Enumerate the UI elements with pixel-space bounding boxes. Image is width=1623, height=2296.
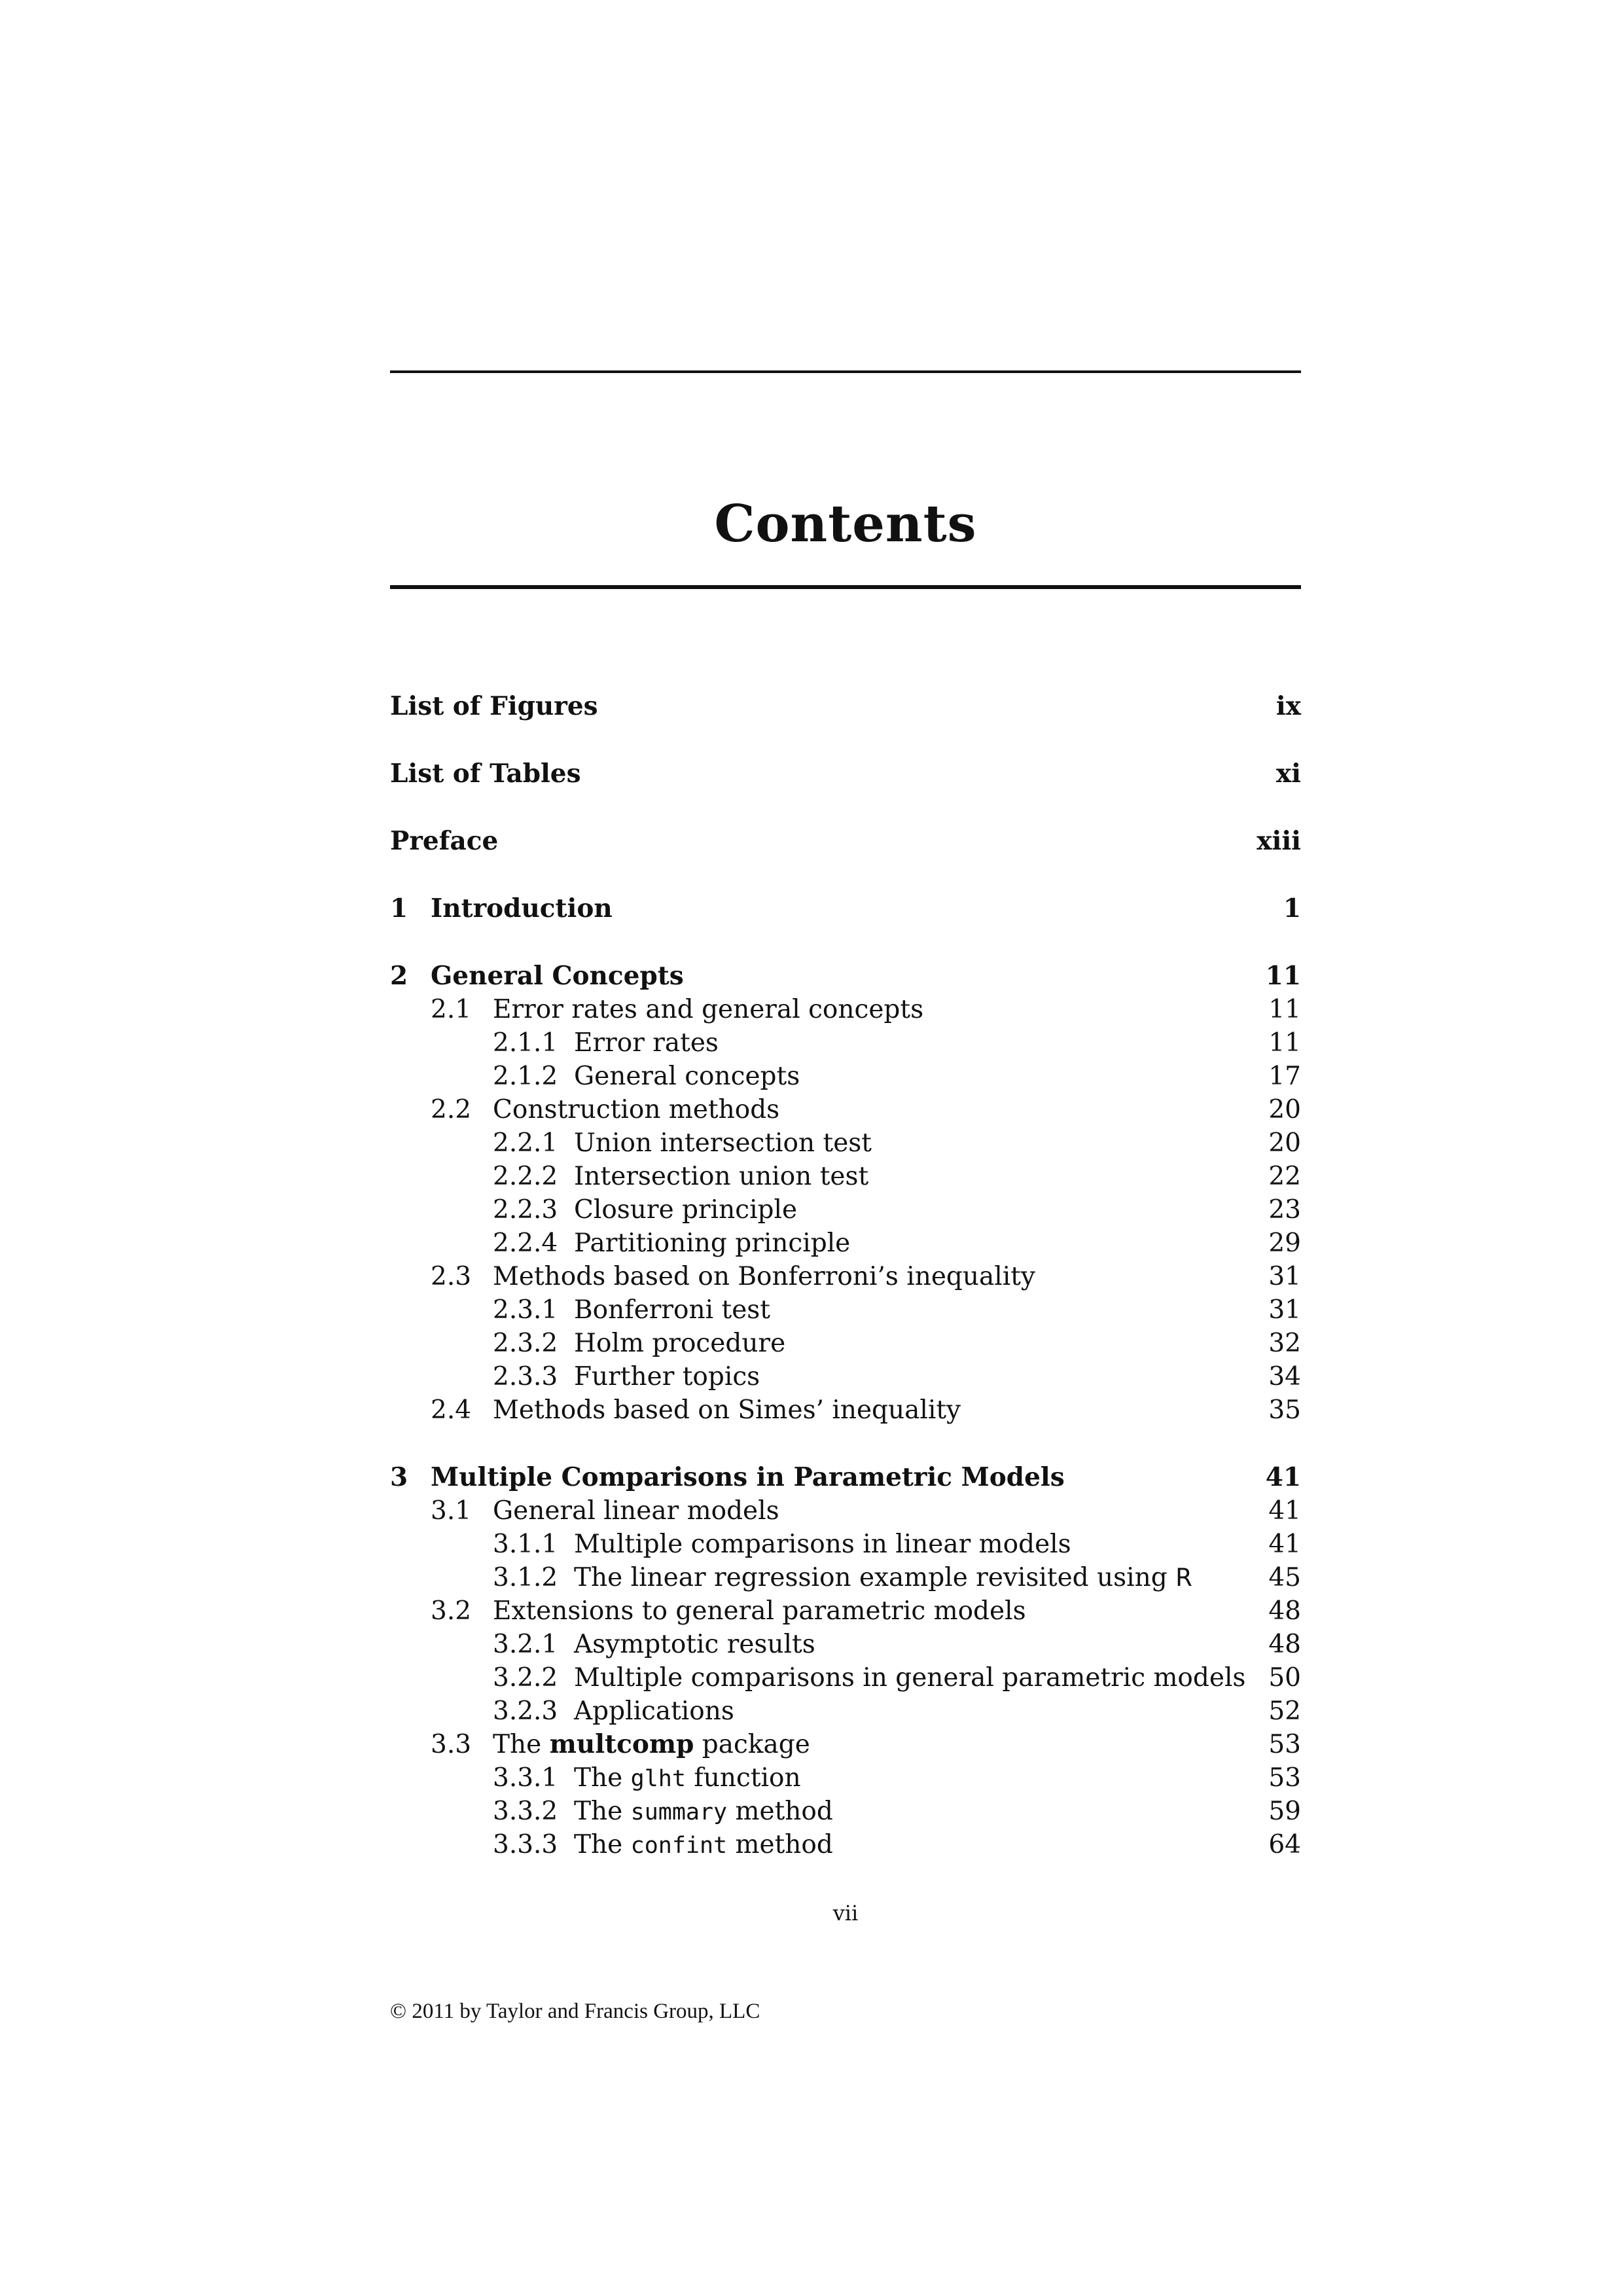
toc-subsection-number: 2.3.2 [493, 1329, 558, 1358]
toc-subsection-2-2-1[interactable] [390, 1126, 1301, 1160]
toc-subsection-label [574, 1795, 833, 1829]
toc-chapter-3[interactable] [390, 1461, 1301, 1494]
toc-subsection-number: 2.2.2 [493, 1162, 558, 1191]
table-of-contents [390, 690, 1301, 1861]
toc-chapter-number: 1 [390, 893, 408, 924]
toc-subsection-label: Further topics [574, 1362, 760, 1391]
toc-subsection-label: Multiple comparisons in general parametric models [574, 1663, 1246, 1693]
toc-subsection-2-2-4[interactable] [390, 1227, 1301, 1260]
package-name: multcomp [549, 1729, 694, 1759]
toc-section-page: 31 [1268, 1262, 1301, 1291]
toc-chapter-page: 41 [1265, 1462, 1301, 1492]
toc-section-3-2[interactable] [390, 1594, 1301, 1628]
toc-entry-label: List of Tables [390, 759, 581, 789]
toc-subsection-label: Holm procedure [574, 1329, 786, 1358]
toc-entry-preface[interactable] [390, 825, 1301, 858]
top-rule [390, 370, 1301, 373]
toc-entry-page: xi [1275, 759, 1301, 789]
toc-subsection-number: 3.3.2 [493, 1797, 558, 1826]
toc-section-label: Extensions to general parametric models [493, 1596, 1026, 1626]
toc-chapter-label: Introduction [431, 893, 613, 924]
toc-subsection-label: Partitioning principle [574, 1229, 851, 1258]
toc-subsection-3-3-3[interactable] [390, 1828, 1301, 1861]
toc-subsection-2-2-3[interactable] [390, 1193, 1301, 1227]
toc-subsection-number: 3.1.1 [493, 1530, 558, 1559]
toc-chapter-number: 3 [390, 1462, 408, 1492]
toc-subsection-label: Closure principle [574, 1195, 798, 1225]
toc-chapter-1[interactable] [390, 892, 1301, 925]
toc-section-number: 3.2 [431, 1596, 472, 1626]
label-text: The linear regression example revisited using [574, 1563, 1168, 1592]
toc-section-number: 2.2 [431, 1095, 472, 1124]
toc-subsection-number: 2.3.1 [493, 1295, 558, 1325]
label-suffix: function [694, 1763, 801, 1793]
page-number: vii [832, 1901, 859, 1926]
toc-section-number: 2.4 [431, 1395, 472, 1425]
toc-subsection-page: 64 [1268, 1830, 1301, 1859]
toc-subsection-2-1-1[interactable] [390, 1026, 1301, 1060]
toc-section-label: Methods based on Simes’ inequality [493, 1395, 961, 1425]
toc-subsection-label: Multiple comparisons in linear models [574, 1530, 1071, 1559]
toc-subsection-number: 3.3.1 [493, 1763, 558, 1793]
toc-subsection-label: General concepts [574, 1062, 800, 1091]
toc-subsection-label [574, 1828, 833, 1863]
toc-entry-page: ix [1275, 691, 1301, 721]
label-prefix: The [493, 1730, 542, 1759]
toc-subsection-page: 32 [1268, 1329, 1301, 1358]
toc-subsection-label: Bonferroni test [574, 1295, 770, 1325]
toc-section-3-1[interactable] [390, 1494, 1301, 1528]
label-suffix: method [735, 1797, 833, 1826]
toc-chapter-label: Multiple Comparisons in Parametric Models [431, 1462, 1065, 1492]
toc-chapter-2[interactable] [390, 960, 1301, 993]
toc-subsection-number: 3.3.3 [493, 1830, 558, 1859]
toc-section-page: 11 [1268, 995, 1301, 1024]
toc-subsection-number: 3.2.1 [493, 1630, 558, 1659]
toc-entry-page: xiii [1257, 826, 1301, 856]
toc-section-number: 2.1 [431, 995, 472, 1024]
toc-section-label: General linear models [493, 1496, 779, 1526]
toc-section-page: 53 [1268, 1730, 1301, 1759]
toc-subsection-2-3-3[interactable] [390, 1360, 1301, 1393]
toc-section-number: 3.1 [431, 1496, 472, 1526]
toc-subsection-label [574, 1761, 801, 1796]
toc-subsection-label: Asymptotic results [574, 1630, 815, 1659]
toc-subsection-page: 17 [1268, 1062, 1301, 1091]
toc-section-page: 41 [1268, 1496, 1301, 1526]
toc-subsection-2-3-2[interactable] [390, 1327, 1301, 1360]
toc-entry-list-of-tables[interactable] [390, 757, 1301, 791]
toc-subsection-page: 34 [1268, 1362, 1301, 1391]
toc-subsection-number: 2.2.3 [493, 1195, 558, 1225]
toc-section-2-1[interactable] [390, 993, 1301, 1026]
label-prefix: The [574, 1763, 623, 1793]
toc-subsection-number: 3.1.2 [493, 1563, 558, 1592]
toc-section-2-2[interactable] [390, 1093, 1301, 1126]
toc-subsection-page: 31 [1268, 1295, 1301, 1325]
toc-subsection-3-2-3[interactable] [390, 1695, 1301, 1728]
label-suffix: package [702, 1730, 810, 1759]
toc-chapter-page: 11 [1265, 961, 1301, 991]
code-name: summary [630, 1799, 728, 1825]
toc-subsection-label: Union intersection test [574, 1128, 872, 1158]
toc-subsection-3-1-2[interactable] [390, 1561, 1301, 1594]
toc-subsection-label: Applications [574, 1696, 734, 1726]
toc-entry-label: Preface [390, 826, 499, 856]
toc-entry-list-of-figures[interactable] [390, 690, 1301, 723]
title-underline-rule [390, 585, 1301, 589]
toc-subsection-label: Intersection union test [574, 1162, 869, 1191]
toc-subsection-page: 23 [1268, 1195, 1301, 1225]
toc-subsection-page: 20 [1268, 1128, 1301, 1158]
toc-section-2-4[interactable] [390, 1393, 1301, 1427]
toc-subsection-2-2-2[interactable] [390, 1160, 1301, 1193]
toc-subsection-page: 52 [1268, 1696, 1301, 1726]
toc-subsection-number: 2.3.3 [493, 1362, 558, 1391]
toc-subsection-page: 29 [1268, 1229, 1301, 1258]
toc-subsection-page: 59 [1268, 1797, 1301, 1826]
toc-subsection-2-3-1[interactable] [390, 1293, 1301, 1327]
toc-subsection-page: 48 [1268, 1630, 1301, 1659]
toc-section-label: Error rates and general concepts [493, 995, 924, 1024]
toc-section-page: 20 [1268, 1095, 1301, 1124]
toc-subsection-2-1-2[interactable] [390, 1060, 1301, 1093]
toc-section-number: 3.3 [431, 1730, 472, 1759]
toc-section-label: Methods based on Bonferroni’s inequality [493, 1262, 1035, 1291]
toc-subsection-3-1-1[interactable] [390, 1528, 1301, 1561]
toc-chapter-number: 2 [390, 961, 408, 991]
toc-section-page: 48 [1268, 1596, 1301, 1626]
toc-subsection-number: 2.2.4 [493, 1229, 558, 1258]
r-language-name: R [1175, 1564, 1192, 1592]
toc-subsection-page: 41 [1268, 1530, 1301, 1559]
toc-subsection-3-3-1[interactable] [390, 1761, 1301, 1795]
toc-subsection-page: 50 [1268, 1663, 1301, 1693]
code-name: confint [630, 1833, 728, 1859]
label-suffix: method [735, 1830, 833, 1859]
toc-chapter-page: 1 [1283, 893, 1301, 924]
toc-subsection-page: 22 [1268, 1162, 1301, 1191]
page-title: Contents [714, 494, 977, 554]
toc-section-label [493, 1728, 810, 1761]
toc-section-number: 2.3 [431, 1262, 472, 1291]
toc-subsection-number: 2.1.2 [493, 1062, 558, 1091]
toc-subsection-label: Error rates [574, 1028, 719, 1058]
code-name: glht [630, 1766, 686, 1792]
toc-subsection-number: 2.2.1 [493, 1128, 558, 1158]
label-prefix: The [574, 1830, 623, 1859]
toc-section-3-3[interactable] [390, 1728, 1301, 1761]
copyright-notice: © 2011 by Taylor and Francis Group, LLC [390, 2000, 760, 2023]
toc-subsection-number: 3.2.2 [493, 1663, 558, 1693]
toc-section-page: 35 [1268, 1395, 1301, 1425]
toc-subsection-label [574, 1561, 1192, 1594]
toc-subsection-page: 45 [1268, 1563, 1301, 1592]
toc-chapter-label: General Concepts [431, 961, 684, 991]
toc-section-2-3[interactable] [390, 1260, 1301, 1293]
toc-subsection-number: 3.2.3 [493, 1696, 558, 1726]
toc-entry-label: List of Figures [390, 691, 598, 721]
toc-subsection-3-2-2[interactable] [390, 1661, 1301, 1695]
toc-subsection-number: 2.1.1 [493, 1028, 558, 1058]
toc-section-label: Construction methods [493, 1095, 780, 1124]
toc-subsection-page: 53 [1268, 1763, 1301, 1793]
toc-subsection-page: 11 [1268, 1028, 1301, 1058]
toc-subsection-3-3-2[interactable] [390, 1795, 1301, 1828]
toc-subsection-3-2-1[interactable] [390, 1628, 1301, 1661]
label-prefix: The [574, 1797, 623, 1826]
